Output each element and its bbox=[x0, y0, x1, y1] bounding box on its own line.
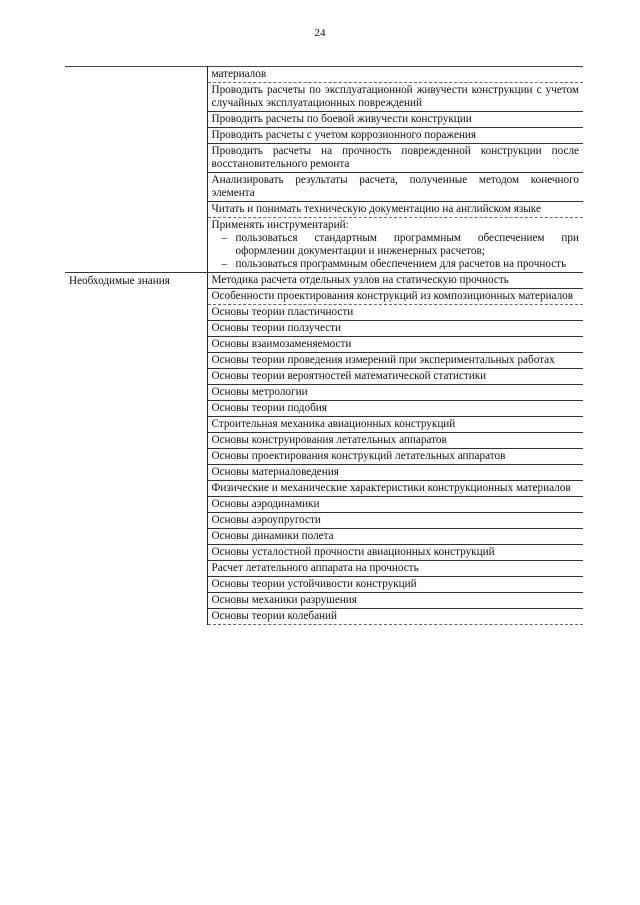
skill-item: Проводить расчеты с учетом коррозионного поражения bbox=[207, 128, 583, 144]
dash-marker: – bbox=[221, 258, 228, 270]
tools-bullet bbox=[212, 232, 580, 258]
knowledge-item: Основы теории ползучести bbox=[207, 321, 583, 337]
knowledge-item: Основы проектирования конструкций летательных аппаратов bbox=[207, 449, 583, 465]
page-number: 24 bbox=[314, 27, 326, 39]
knowledge-item: Основы динамики полета bbox=[207, 529, 583, 545]
table-row bbox=[65, 273, 583, 289]
knowledge-item: Основы материаловедения bbox=[207, 465, 583, 481]
knowledge-label: Необходимые знания bbox=[69, 275, 170, 287]
knowledge-item: Основы теории колебаний bbox=[207, 609, 583, 625]
knowledge-item: Строительная механика авиационных конструкций bbox=[207, 417, 583, 433]
tools-bullet bbox=[212, 258, 580, 271]
tools-intro: Применять инструментарий: bbox=[211, 219, 349, 231]
skill-item: Проводить расчеты на прочность поврежденной конструкции после восстановительного ремонта bbox=[207, 144, 583, 173]
knowledge-item: Основы взаимозаменяемости bbox=[207, 337, 583, 353]
knowledge-item: Основы аэродинамики bbox=[207, 497, 583, 513]
knowledge-item: Расчет летательного аппарата на прочность bbox=[207, 561, 583, 577]
table-row bbox=[65, 67, 583, 83]
knowledge-item: Основы усталостной прочности авиационных конструкций bbox=[207, 545, 583, 561]
skill-item: Проводить расчеты по эксплуатационной живучести конструкции с учетом случайных эксплуатационных повреждений bbox=[207, 83, 583, 112]
skill-item: Проводить расчеты по боевой живучести конструкции bbox=[207, 112, 583, 128]
knowledge-item: Основы теории подобия bbox=[207, 401, 583, 417]
knowledge-item: Основы теории пластичности bbox=[207, 305, 583, 321]
dash-marker: – bbox=[221, 232, 228, 244]
knowledge-label-cell bbox=[65, 273, 207, 625]
knowledge-item: Особенности проектирования конструкций из композиционных материалов bbox=[207, 289, 583, 305]
skill-item: Читать и понимать техническую документацию на английском языке bbox=[207, 202, 583, 218]
tools-bullet-text: пользоваться стандартным программным обеспечением при оформлении документации и инженерных расчетов; bbox=[235, 232, 579, 257]
knowledge-item: Основы теории проведения измерений при экспериментальных работах bbox=[207, 353, 583, 369]
knowledge-item: Основы механики разрушения bbox=[207, 593, 583, 609]
competency-table bbox=[65, 66, 583, 625]
tools-bullet-text: пользоваться программным обеспечением для расчетов на прочность bbox=[235, 258, 567, 270]
knowledge-item: Основы метрологии bbox=[207, 385, 583, 401]
knowledge-item: Методика расчета отдельных узлов на статическую прочность bbox=[207, 273, 583, 289]
skill-item: Анализировать результаты расчета, полученные методом конечного элемента bbox=[207, 173, 583, 202]
knowledge-item: Основы теории вероятностей математической статистики bbox=[207, 369, 583, 385]
tools-item bbox=[207, 218, 583, 273]
knowledge-item: Основы аэроупругости bbox=[207, 513, 583, 529]
skill-item: материалов bbox=[207, 67, 583, 83]
knowledge-item: Основы теории устойчивости конструкций bbox=[207, 577, 583, 593]
empty-label-cell bbox=[65, 67, 207, 273]
knowledge-item: Физические и механические характеристики конструкционных материалов bbox=[207, 481, 583, 497]
knowledge-item: Основы конструирования летательных аппаратов bbox=[207, 433, 583, 449]
